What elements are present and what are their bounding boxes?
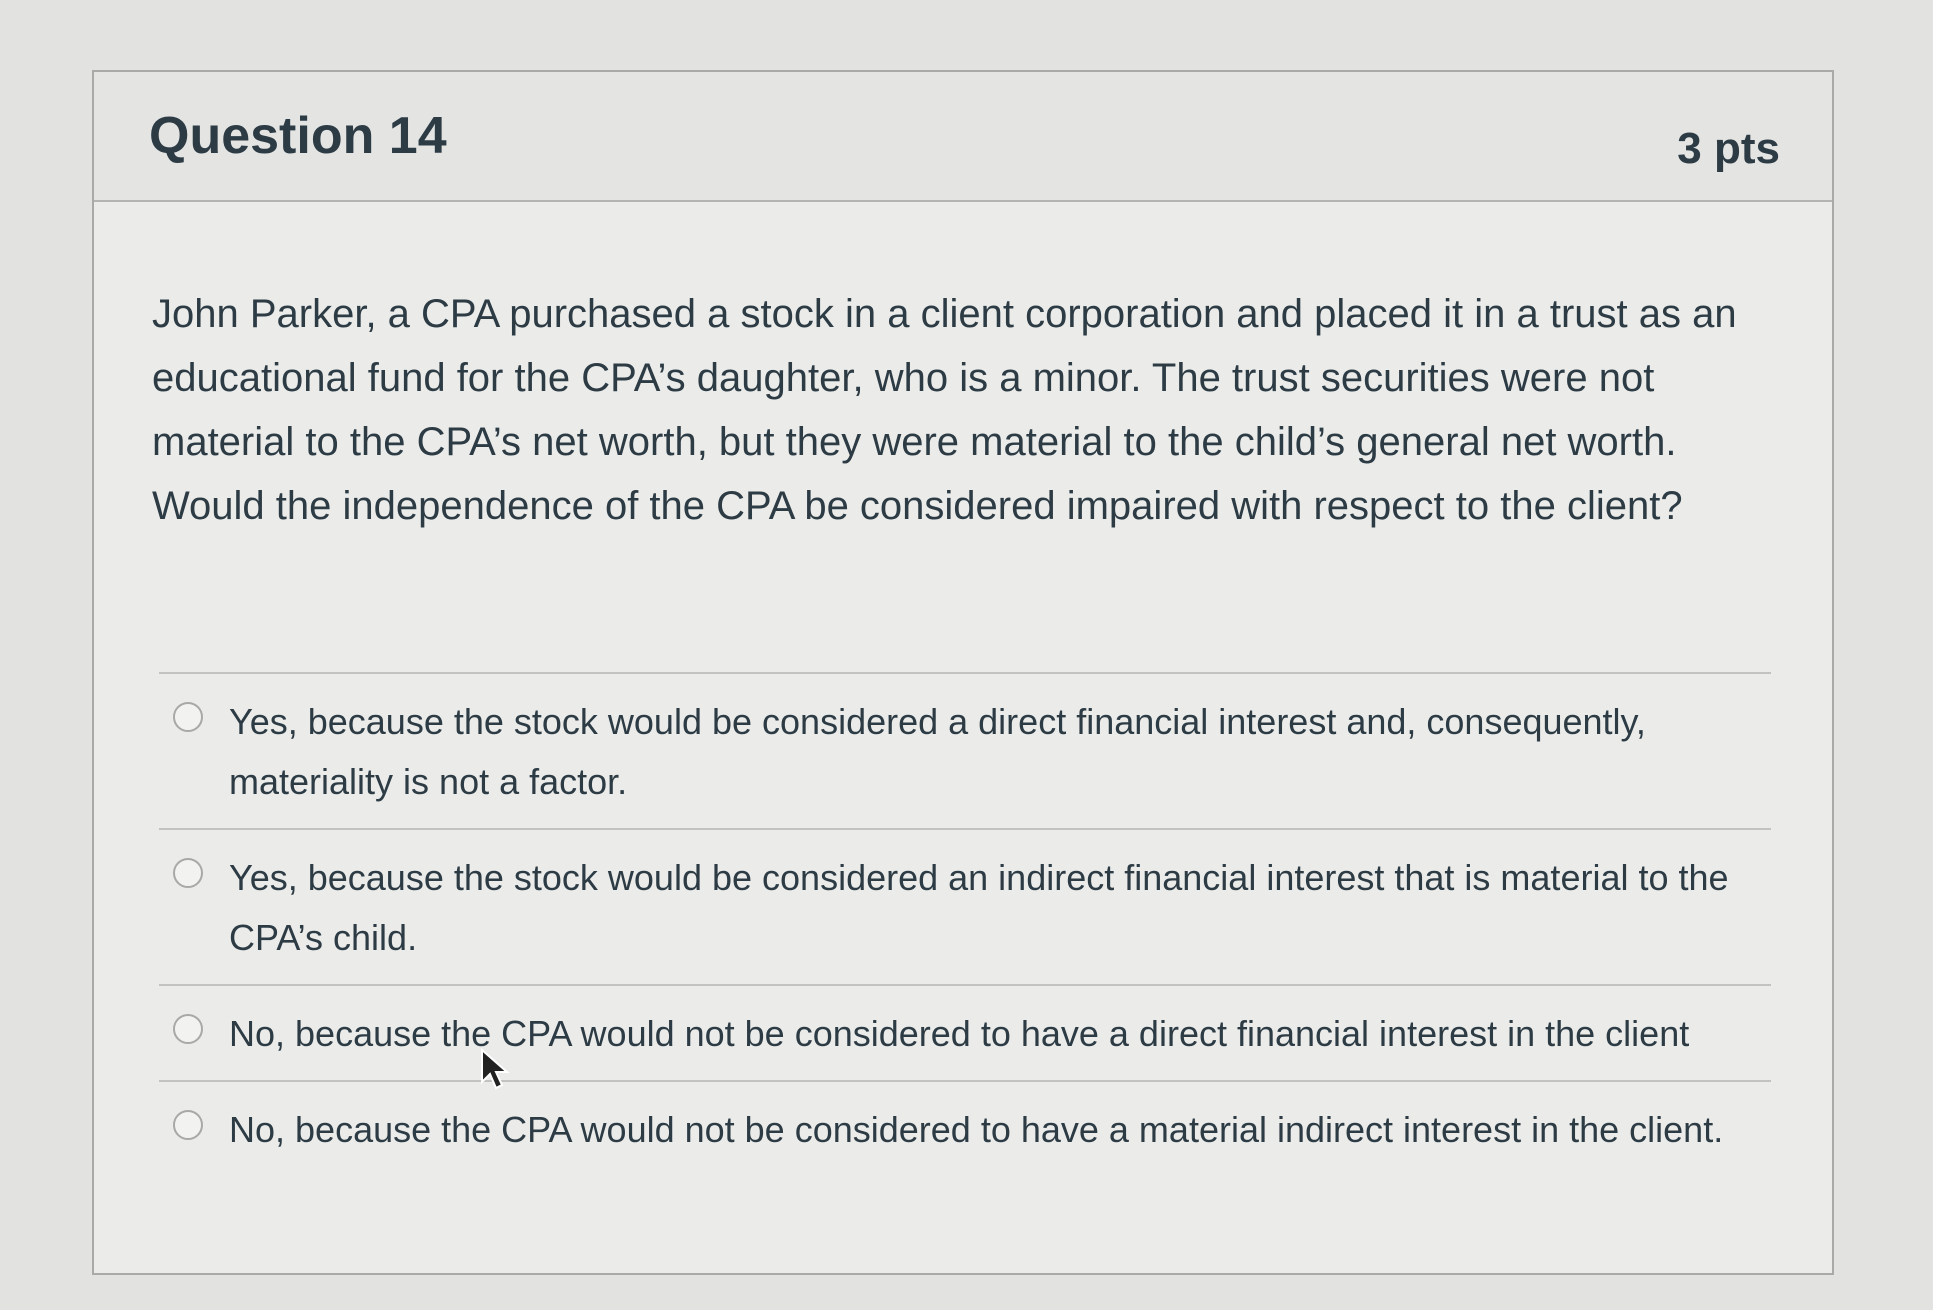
mouse-pointer-icon [480,1048,512,1092]
question-title: Question 14 [149,107,447,165]
question-points: 3 pts [1677,124,1780,173]
answer-option-4[interactable] [159,1082,1771,1176]
question-card [92,70,1834,1275]
answer-label: No, because the CPA would not be considered to have a direct financial interest in the client [229,1013,1690,1054]
radio-button-icon[interactable] [173,1014,203,1044]
answer-label: Yes, because the stock would be considered an indirect financial interest that is material to the CPA’s child. [229,857,1729,958]
answer-label: No, because the CPA would not be considered to have a material indirect interest in the client. [229,1109,1724,1150]
question-text: John Parker, a CPA purchased a stock in a client corporation and placed it in a trust as an educational fund for the CPA’s daughter, who is a minor. The trust securities were not material to the CPA’s net worth, but they were material to the child’s general net worth. Would the independence of the CPA be considered impaired with respect to the client? [152,292,1737,528]
answer-list [159,672,1771,1176]
radio-button-icon[interactable] [173,858,203,888]
radio-button-icon[interactable] [173,1110,203,1140]
question-header [94,72,1832,202]
answer-option-1[interactable] [159,674,1771,830]
answer-label: Yes, because the stock would be considered a direct financial interest and, consequently, materiality is not a factor. [229,701,1646,802]
radio-button-icon[interactable] [173,702,203,732]
answer-option-2[interactable] [159,830,1771,986]
answer-option-3[interactable] [159,986,1771,1082]
